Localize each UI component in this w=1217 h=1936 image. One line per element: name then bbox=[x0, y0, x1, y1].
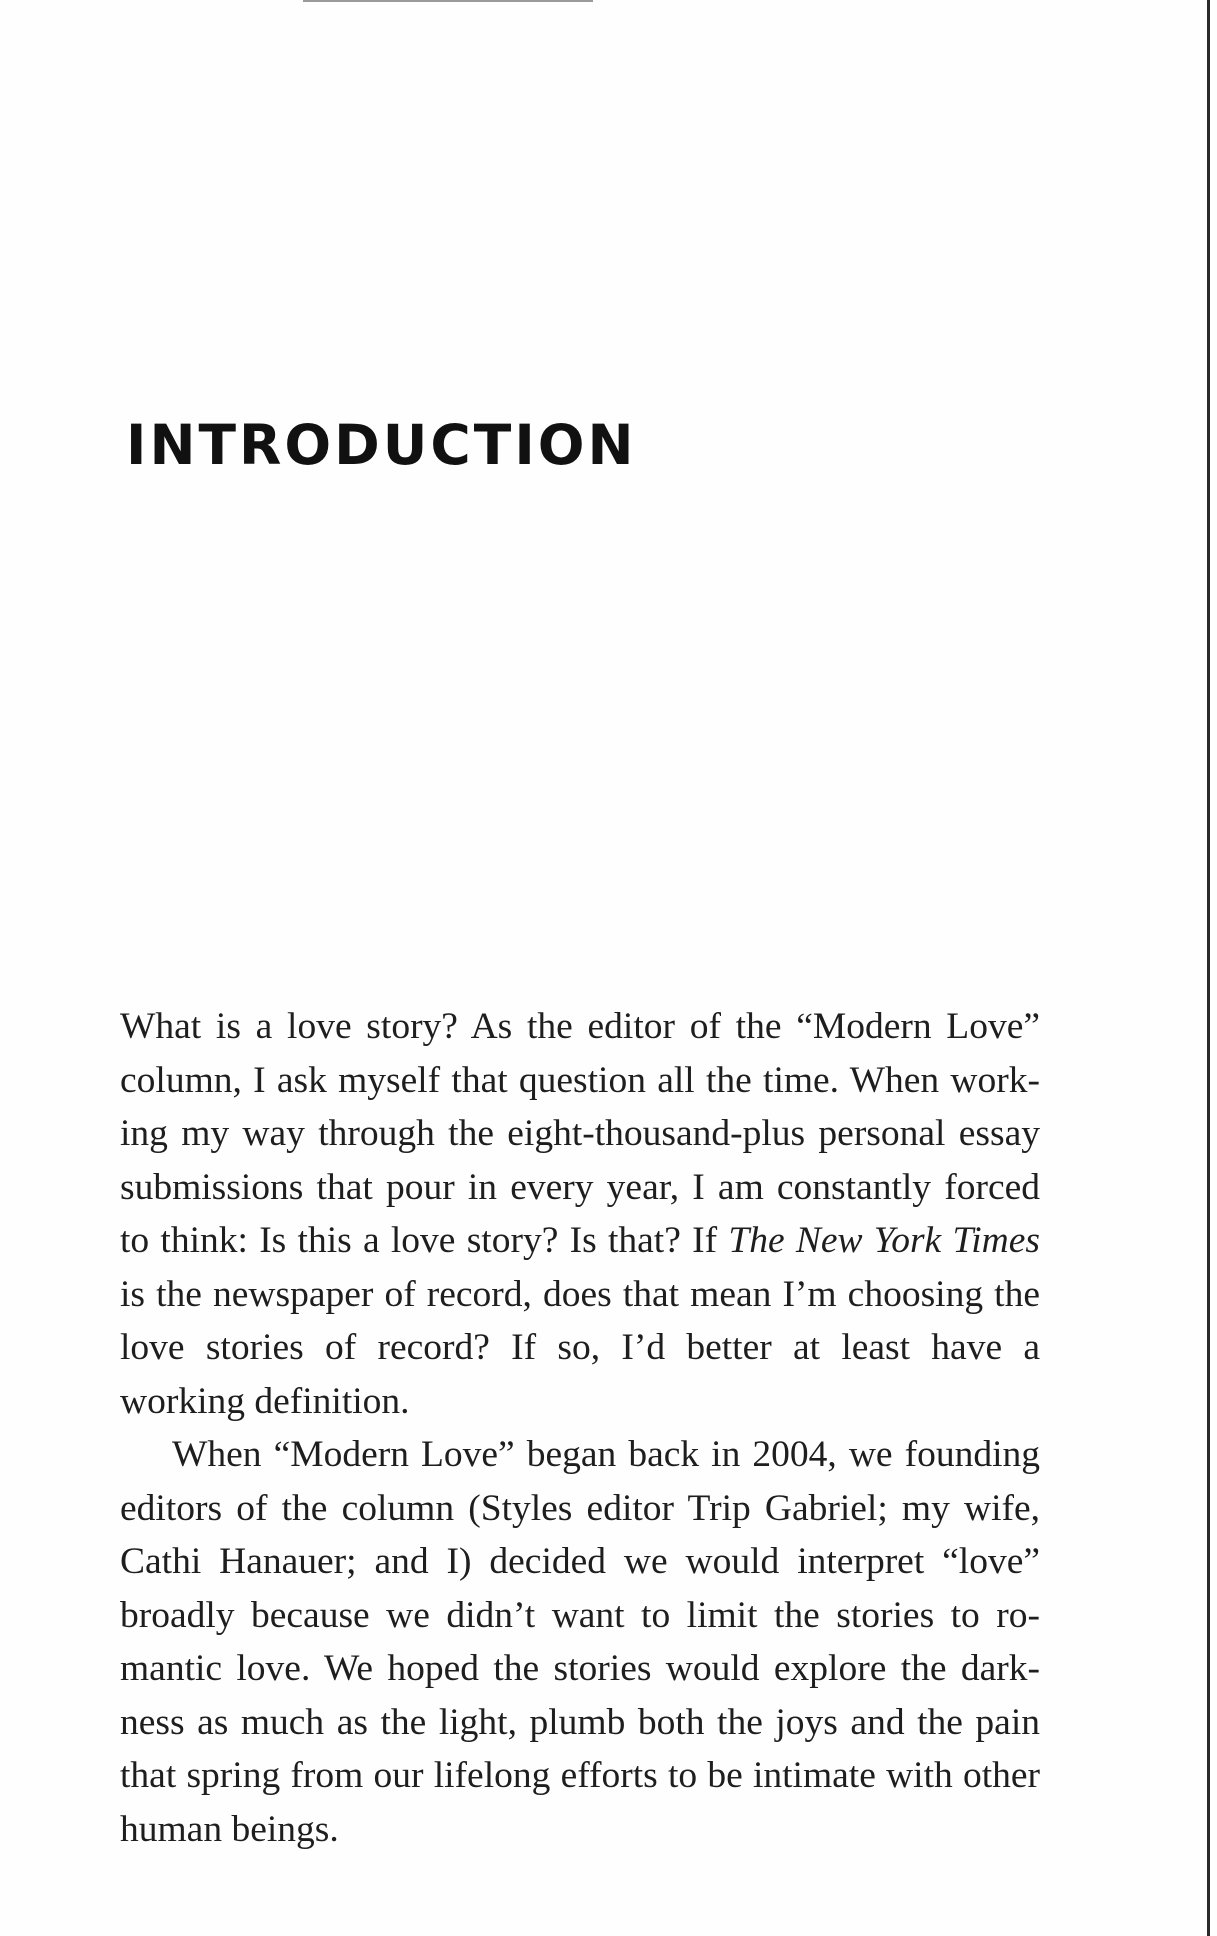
top-rule-divider bbox=[303, 0, 593, 2]
paragraph-1-text-a: What is a love story? As the editor of the “Modern Love” column, I ask myself that question all the time. When working my way through the eight-thousand-plus personal essay submissions that pour in every year, I am constantly forced to think: Is this a love story? Is that? If bbox=[120, 1006, 1040, 1261]
paragraph-2: When “Modern Love” began back in 2004, we founding editors of the column (Styles editor Trip Gabriel; my wife, Cathi Hanauer; and I) decided we would interpret “love” broadly because we didn’t want to limit the stories to romantic love. We hoped the stories would explore the darkness as much as the light, plumb both the joys and the pain that spring from our lifelong efforts to be intimate with other human beings. bbox=[120, 1434, 1040, 1850]
body-text bbox=[120, 1000, 1040, 1856]
paragraph-1-text-b: is the newspaper of record, does that mean I’m choosing the love stories of record? If so, I’d better at least have a working definition. bbox=[120, 1273, 1040, 1422]
page-edge-border bbox=[1207, 0, 1210, 1936]
chapter-title: INTRODUCTION bbox=[126, 413, 637, 477]
paragraph-1 bbox=[120, 1000, 1040, 1428]
newspaper-title-italic: The New York Times bbox=[728, 1220, 1040, 1261]
